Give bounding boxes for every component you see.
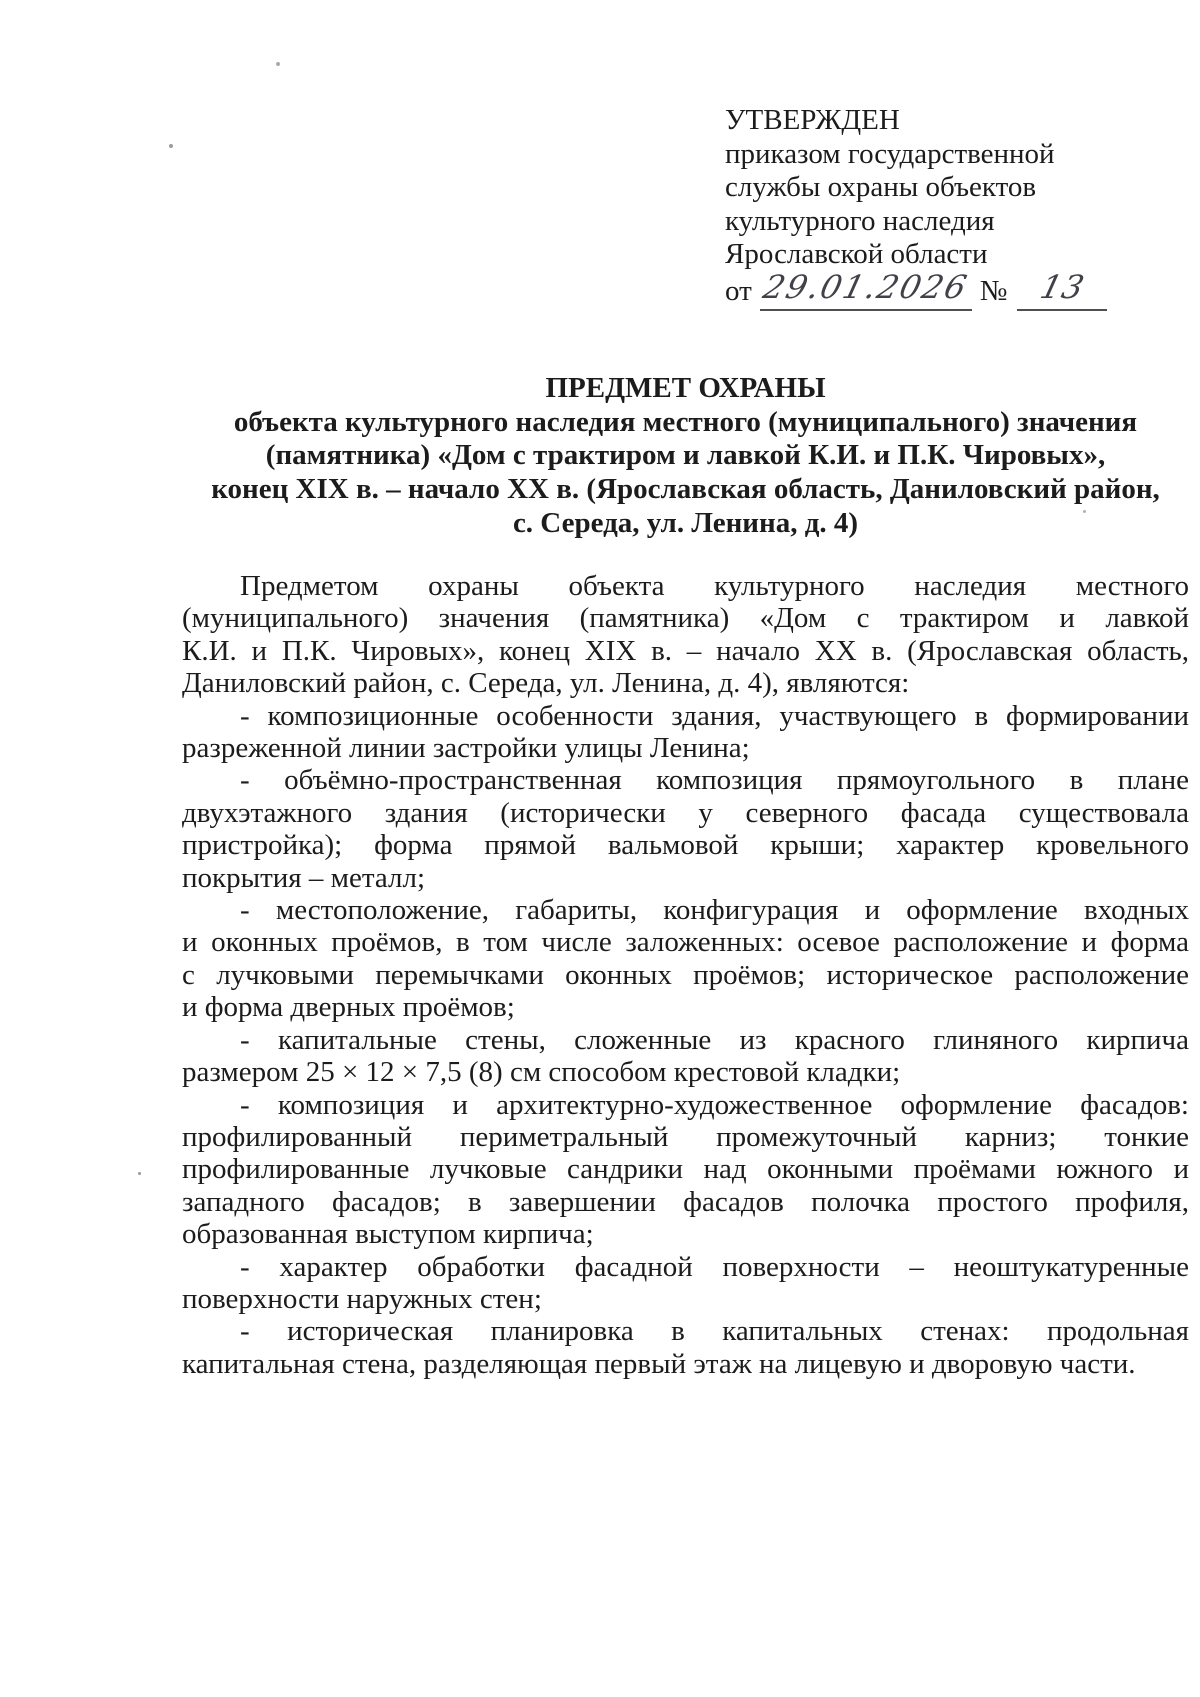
body-paragraph (182, 1089, 1189, 1251)
number-sign-label: № (979, 274, 1008, 307)
body-line: образованная выступом кирпича; (182, 1218, 594, 1251)
scan-speck (1083, 510, 1086, 513)
scan-speck (169, 144, 173, 148)
document-body (182, 570, 1189, 1380)
number-underline (1017, 267, 1107, 311)
body-line: - объёмно-пространственная композиция прямоугольного в плане (240, 764, 1189, 797)
approval-line: службы охраны объектов (725, 171, 1037, 204)
date-underline (759, 267, 973, 311)
body-line: размером 25 × 12 × 7,5 (8) см способом крестовой кладки; (182, 1056, 901, 1089)
body-line: профилированные лучковые сандрики над оконными проёмами южного и (182, 1153, 1189, 1186)
body-line: - историческая планировка в капитальных стенах: продольная (240, 1315, 1189, 1348)
title-line: (памятника) «Дом с трактиром и лавкой К.И. и П.К. Чировых», (265, 439, 1106, 472)
body-paragraph (182, 1251, 1189, 1316)
approval-block (725, 104, 1145, 311)
body-line: - характер обработки фасадной поверхности – неоштукатуренные (240, 1250, 1189, 1283)
body-paragraph (182, 1315, 1189, 1380)
body-paragraph (182, 1024, 1189, 1089)
body-line: покрытия – металл; (182, 861, 426, 894)
body-line: (муниципального) значения (памятника) «Дом с трактиром и лавкой (182, 602, 1189, 635)
body-line: пристройка); форма прямой вальмовой крыши; характер кровельного (182, 829, 1189, 862)
body-line: - местоположение, габариты, конфигурация и оформление входных (240, 894, 1189, 927)
approval-line: Ярославской области (725, 238, 988, 271)
scan-speck (276, 62, 280, 66)
date-prefix-label: от (725, 274, 752, 307)
body-paragraph (182, 570, 1189, 700)
title-line: ПРЕДМЕТ ОХРАНЫ (545, 372, 826, 404)
body-line: капитальная стена, разделяющая первый этаж на лицевую и дворовую части. (182, 1347, 1136, 1380)
document-title (182, 372, 1189, 541)
body-line: поверхности наружных стен; (182, 1282, 542, 1315)
body-line: с лучковыми перемычками оконных проёмов; историческое расположение (182, 958, 1189, 991)
body-line: и форма дверных проёмов; (182, 991, 515, 1024)
approval-line: УТВЕРЖДЕН (725, 104, 900, 136)
approval-lines (725, 104, 1145, 272)
order-date-line (725, 267, 1145, 311)
body-line: западного фасадов; в завершении фасадов полочка простого профиля, (182, 1185, 1189, 1218)
body-paragraph (182, 894, 1189, 1024)
title-line: конец XIX в. – начало XX в. (Ярославская область, Даниловский район, (211, 473, 1160, 506)
handwritten-date: 29.01.2026 (759, 267, 973, 306)
body-line: профилированный периметральный промежуточный карниз; тонкие (182, 1120, 1189, 1153)
body-line: двухэтажного здания (исторически у северного фасада существовала (182, 796, 1189, 829)
approval-line: культурного наследия (725, 204, 995, 237)
body-paragraph (182, 700, 1189, 765)
scan-speck (138, 1172, 141, 1175)
handwritten-number: 13 (1036, 267, 1089, 306)
body-line: и оконных проёмов, в том числе заложенных: осевое расположение и форма (182, 926, 1189, 959)
body-line: К.И. и П.К. Чировых», конец XIX в. – начало XX в. (Ярославская область, (182, 634, 1189, 667)
body-paragraph (182, 764, 1189, 894)
title-line: объекта культурного наследия местного (муниципального) значения (233, 405, 1138, 438)
body-line: - капитальные стены, сложенные из красного глиняного кирпича (240, 1023, 1189, 1056)
body-line: - композиция и архитектурно-художественное оформление фасадов: (240, 1088, 1189, 1121)
approval-line: приказом государственной (725, 137, 1055, 170)
body-line: разреженной линии застройки улицы Ленина; (182, 732, 750, 765)
body-line: Предметом охраны объекта культурного наследия местного (240, 570, 1189, 602)
title-line: с. Середа, ул. Ленина, д. 4) (512, 506, 859, 539)
body-line: Даниловский район, с. Середа, ул. Ленина, д. 4), являются: (182, 667, 910, 700)
body-line: - композиционные особенности здания, участвующего в формировании (240, 699, 1189, 732)
